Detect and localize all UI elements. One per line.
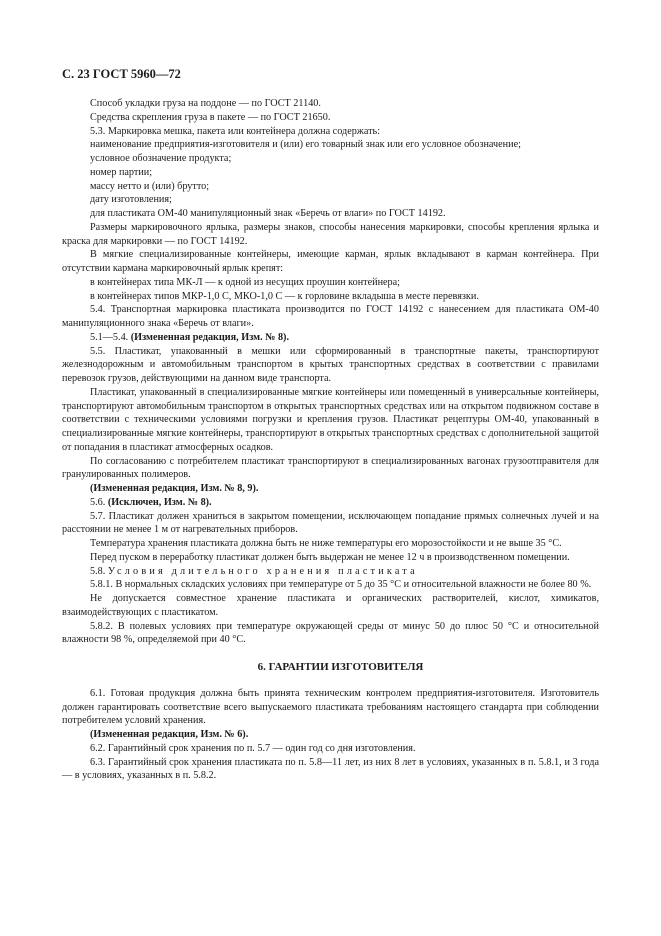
clause-5-4: 5.4. Транспортная маркировка пластиката производится по ГОСТ 14192 с нанесением для пластиката ОМ-40 манипуляционного знака «Беречь от влаги». (62, 304, 599, 329)
clause-number: 5.8. (90, 565, 106, 577)
paragraph: Размеры маркировочного ярлыка, размеры знаков, способы нанесения маркировки, способы крепления ярлыка и краска для маркировки — по ГОСТ 14192. (62, 221, 599, 247)
paragraph: Пластикат, упакованный в специализированные мягкие контейнеры или помещенный в универсальные контейнеры, транспортируют автомобильным транспортом в открытых транспортных средствах или на открытом подвижном составе в соответствии с техническими условиями погрузки и крепления грузов. Пластикат рецептуры ОМ-40, упакованный в специализированные мягкие контейнеры, транспортируют в открытых транспортных средствах с дополнительной защитой от попадания в пластикат атмосферных осадков. (62, 386, 599, 453)
amendment-note: (Измененная редакция, Изм. № 8, 9). (90, 483, 259, 494)
paragraph: Температура хранения пластиката должна быть не ниже температуры его морозостойкости и не выше 35 °С. (90, 538, 562, 549)
list-item: в контейнерах типов МКР-1,0 С, МКО-1,0 С — к горловине вкладыша в месте перевязки. (90, 290, 479, 302)
amendment-label: (Измененная редакция, Изм. № 8). (130, 331, 289, 343)
paragraph: В мягкие специализированные контейнеры, имеющие карман, ярлык вкладывают в карман контейнера. При отсутствии кармана маркировочный ярлык крепят: (62, 249, 599, 274)
list-item: в контейнерах типа МК-Л — к одной из несущих проушин контейнера; (90, 276, 401, 288)
amendment-note: (Измененная редакция, Изм. № 6). (90, 729, 249, 740)
page-body (62, 97, 599, 783)
paragraph: Средства скрепления груза в пакете — по ГОСТ 21650. (90, 111, 331, 123)
spaced-title: Условия длительного хранения пластиката (107, 565, 418, 577)
clause-6-3: 6.3. Гарантийный срок хранения пластиката по п. 5.8—11 лет, из них 8 лет в условиях, указанных в п. 5.8.1, и 3 года — в условиях, указанных в п. 5.8.2. (62, 756, 599, 782)
page-header: С. 23 ГОСТ 5960—72 (62, 67, 181, 81)
clause-6-1: 6.1. Готовая продукция должна быть принята техническим контролем предприятия-изготовителя. Изготовитель должен гарантировать соответствие всего выпускаемого пластиката требованиям настоящего стандарта при соблюдении потребителем условий хранения. (62, 687, 599, 727)
clause-range: 5.1—5.4. (90, 331, 129, 343)
clause-5-8 (62, 565, 599, 579)
list-item: номер партии; (90, 166, 153, 178)
paragraph: Способ укладки груза на поддоне — по ГОСТ 21140. (90, 98, 321, 109)
clause-5-5: 5.5. Пластикат, упакованный в мешки или сформированный в транспортные пакеты, транспортируют железнодорожным и автомобильным транспортом в крытых транспортных средствах в соответствии с правилами перевозок грузов, действующими на данном виде транспорта. (62, 345, 599, 384)
list-item: массу нетто и (или) брутто; (90, 180, 210, 192)
list-item: для пластиката ОМ-40 манипуляционный знак «Беречь от влаги» по ГОСТ 14192. (90, 208, 446, 219)
clause-5-8-1: 5.8.1. В нормальных складских условиях при температуре от 5 до 35 °С и относительной влажности не более 80 %. (90, 579, 592, 591)
list-item: дату изготовления; (90, 194, 172, 206)
clause-6-2: 6.2. Гарантийный срок хранения по п. 5.7 — один год со дня изготовления. (90, 742, 416, 754)
excluded-label: (Исключен, Изм. № 8). (107, 496, 212, 508)
amendment-note (62, 331, 599, 345)
clause-5-7: 5.7. Пластикат должен храниться в закрытом помещении, исключающем попадание прямых солнечных лучей и на расстоянии не менее 1 м от нагревательных приборов. (62, 510, 599, 536)
paragraph: По согласованию с потребителем пластикат транспортируют в специализированных вагонах грузоотправителя для гранулированных полимеров. (62, 455, 599, 481)
clause-number: 5.6. (90, 496, 106, 508)
clause-5-3: 5.3. Маркировка мешка, пакета или контейнера должна содержать: (90, 125, 381, 137)
paragraph: Перед пуском в переработку пластикат должен быть выдержан не менее 12 ч в производственном помещении. (90, 551, 570, 563)
list-item: наименование предприятия-изготовителя и (или) его товарный знак или его условное обозначение; (90, 139, 521, 151)
paragraph: Не допускается совместное хранение пластиката и органических растворителей, кислот, химикатов, взаимодействующих с пластикатом. (62, 593, 599, 618)
section-heading: 6. ГАРАНТИИ ИЗГОТОВИТЕЛЯ (257, 661, 424, 673)
clause-5-8-2: 5.8.2. В полевых условиях при температуре окружающей среды от минус 50 до плюс 50 °С и относительной влажности 98 %, определяемой при 40 °С. (62, 620, 599, 646)
list-item: условное обозначение продукта; (90, 153, 232, 164)
clause-5-6 (62, 496, 599, 510)
